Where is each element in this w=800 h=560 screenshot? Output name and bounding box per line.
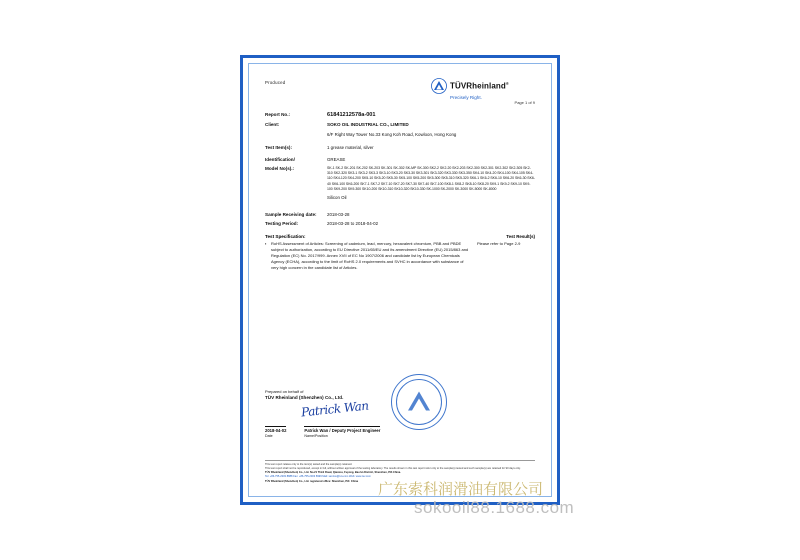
field-value: Silicon Oil bbox=[327, 194, 347, 200]
company-seal-stamp-icon bbox=[391, 374, 447, 430]
signature-name-caption: Name/Position bbox=[304, 434, 328, 438]
field-label: Testing Period: bbox=[265, 220, 299, 226]
test-specification-text: ▪ RoHS Assessment of Articles: Screening of cadmium, lead, mercury, hexavalent chromium, PBB and PBDE subject to authorization, according to EU Directive 2011/65/EU and its amendment Directive (EU) 2015/863 and Regulation (EC) No. 2017/999. Annex XVII of EC No 1907/2006 and candidate list by European Chemicals Agency (ECHA), according to the limit of RoHS 2.0 requirements and SVHC in accordance with substance of very high concern in the candidate list of Articles. bbox=[265, 241, 469, 270]
field-value: 2018-03-28 to 2018-04-02 bbox=[327, 220, 379, 226]
tuv-tagline: Precisely Right. bbox=[450, 95, 482, 100]
field-row-identification bbox=[265, 157, 535, 163]
footer-line: TÜV Rheinland (Shenzhen) Co., Ltd. No.21 Third Road, Qiaotou, Fuyong, Bao'an District, Shenzhen, P.R.China. bbox=[265, 471, 401, 475]
field-value: 2018-03-28 bbox=[327, 211, 350, 217]
field-value: SOKO OIL INDUSTRIAL CO., LIMITED bbox=[327, 122, 409, 128]
field-label bbox=[265, 132, 327, 138]
signature-date-caption: Date bbox=[265, 434, 273, 438]
signature-names-row bbox=[265, 426, 535, 438]
produced-label: Produced bbox=[265, 80, 286, 85]
certificate-inner-border bbox=[248, 63, 552, 497]
test-specification-label: Test Specification: bbox=[265, 234, 306, 240]
field-value: 6/F Right Way Tower No.33 Kong Koh Road, Kowloon, Hong Kong bbox=[327, 131, 457, 137]
watermark-site: sokooil88.1688.com bbox=[414, 498, 575, 517]
test-result-note: Please refer to Page 2-9 bbox=[477, 241, 521, 247]
field-label: Model No(s).: bbox=[265, 166, 295, 172]
field-row-client bbox=[265, 122, 535, 128]
signature-block bbox=[265, 389, 535, 438]
field-label: Identification/ bbox=[265, 157, 295, 163]
results-body-row bbox=[265, 241, 535, 270]
field-label: Sample Receiving date: bbox=[265, 211, 317, 217]
field-label: Report No.: bbox=[265, 112, 291, 117]
report-header bbox=[265, 78, 535, 112]
footer-line: This test report shall not be reproduced, except in full, without written approval of the testing laboratory. The results shown in this test report refer only to the sample(s) tested and such sample(s) are retained for 90 days only. bbox=[265, 466, 521, 470]
tuv-rheinland-logo-icon bbox=[431, 78, 447, 94]
footer-line: This test report relates only to the item(s) tested and the sample(s) retained. bbox=[265, 462, 353, 466]
field-value: 61841212578a-001 bbox=[327, 112, 376, 118]
footer-line: TÜV Rheinland (Shenzhen) Co., Ltd. registered office: Shenzhen, P.R. China bbox=[265, 479, 359, 483]
watermark-chinese: 广东索科润滑油有限公司 bbox=[378, 480, 544, 498]
tuv-brand-text: TÜVRheinland bbox=[450, 81, 506, 91]
signature-date-column bbox=[265, 426, 286, 438]
page-indicator: Page 1 of 9 bbox=[514, 100, 535, 105]
field-label: Client: bbox=[265, 122, 280, 128]
signature-date-value: 2018-04-02 bbox=[265, 428, 287, 433]
signature-name-value: Patrick Wan / Deputy Project Engineer bbox=[304, 428, 381, 433]
field-row-model-extra bbox=[265, 195, 535, 201]
field-value: SK-1 SK-2 SK-201 SK-202 SK-203 SK-301 SK-302 SK-MP SK-300 SK2-2 SK2-20 SK2-203 SK2-300 SK2-301 SK2-302 SK2-305 SK2-310 SK2-320 SK3-1 SK3-2 SK3-3 SK3-10 SK3-20 SK3-30 SK3-301 SK3-320 SK3-330 SK3-350 SK4-10 SK4-20 SK4-100 SK4-105 SK4-110 SK4-120 SK4-200 SK5-10 SK5-20 SK5-30 SK5-100 SK5-200 SK5-300 SK5-310 SK5-320 SK6-1 SK6-2 SK6-10 SK6-20 SK6-30 SK6-40 SK6-100 SK6-200 SK7-1 SK7-2 SK7-10 SK7-20 SK7-30 SK7-40 SK7-100 SK8-1 SK8-2 SK8-10 SK8-20 SK9-1 SK9-2 SK9-10 SK9-100 SK9-200 SK9-300 SK10-200 SK10-310 SK10-320 SK10-330 SK-1000 SK-2000 SK-3000 SK-5000 SK-8000 bbox=[327, 166, 535, 191]
signature-prefix: Prepared on behalf of bbox=[265, 389, 304, 394]
tuv-brand-name bbox=[450, 81, 509, 91]
field-value: 1 grease material, silver bbox=[327, 144, 374, 150]
footer-line: Tel: +86-755-2303 8888 Fax: +86-755-2303 8999 Mail: service@tuv.com Web: www.tuv.com bbox=[265, 475, 371, 479]
tuv-brand-block bbox=[431, 78, 535, 100]
report-fields bbox=[265, 112, 535, 226]
handwritten-signature: Patrick Wan bbox=[300, 398, 370, 420]
field-row-testing-period bbox=[265, 221, 535, 227]
certificate-frame bbox=[240, 55, 560, 505]
signature-company: TÜV Rheinland (Shenzhen) Co., Ltd. bbox=[265, 395, 344, 400]
field-row-report-no bbox=[265, 112, 535, 119]
field-value: GREASE bbox=[327, 157, 346, 163]
field-row-client-address bbox=[265, 132, 535, 138]
field-label bbox=[265, 195, 327, 201]
field-row-sample-received bbox=[265, 212, 535, 218]
signature-name-column bbox=[304, 426, 380, 438]
results-heading-row bbox=[265, 234, 535, 239]
field-row-model-no bbox=[265, 166, 535, 191]
field-label: Test Item(s): bbox=[265, 144, 292, 150]
field-row-test-item bbox=[265, 145, 535, 151]
report-page bbox=[253, 68, 547, 492]
tuv-brand-sup: ® bbox=[505, 81, 509, 87]
test-result-label: Test Result(s) bbox=[506, 234, 535, 240]
